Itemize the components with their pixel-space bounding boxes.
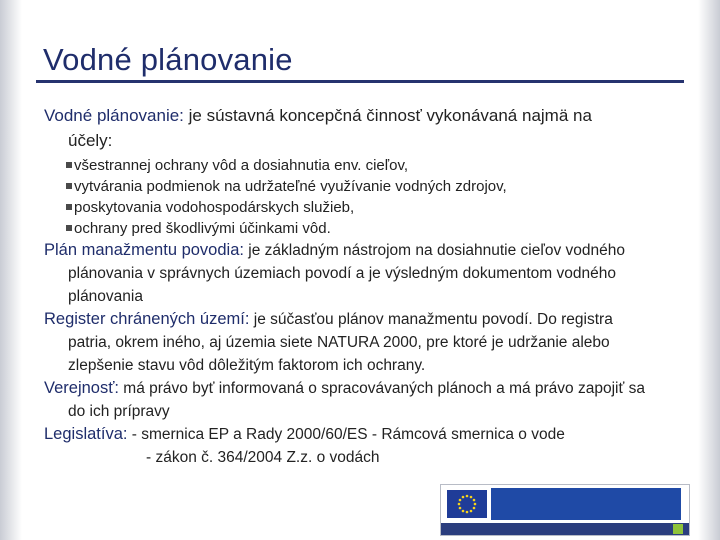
register-line: patria, okrem iného, aj územia siete NATURA 2000, pre ktoré je udržanie alebo	[68, 334, 610, 351]
partner-logo-icon	[673, 524, 683, 534]
plan-paragraph	[44, 239, 684, 262]
list-item: poskytovania vodohospodárskych služieb,	[44, 197, 684, 218]
list-item: vytvárania podmienok na udržateľné využívanie vodných zdrojov,	[44, 176, 684, 197]
intro-term: Vodné plánovanie:	[44, 106, 184, 125]
title-divider	[36, 80, 684, 83]
public-line: do ich prípravy	[68, 403, 170, 420]
plan-line: plánovania v správnych územiach povodí a je výsledným dokumentom vodného	[68, 265, 616, 282]
intro-continuation: účely:	[68, 131, 113, 150]
legislation-line-2: - zákon č. 364/2004 Z.z. o vodách	[146, 449, 380, 466]
legislation-paragraph	[44, 423, 684, 446]
project-strip	[441, 523, 689, 535]
list-item: všestrannej ochrany vôd a dosiahnutia env. cieľov,	[44, 155, 684, 176]
register-text: je súčasťou plánov manažmentu povodí. Do registra	[249, 311, 613, 328]
intro-paragraph	[44, 103, 684, 128]
plan-term: Plán manažmentu povodia:	[44, 241, 244, 259]
register-paragraph	[44, 308, 684, 331]
register-line: zlepšenie stavu vôd dôležitým faktorom ich ochrany.	[68, 357, 426, 374]
intro-text: je sústavná koncepčná činnosť vykonávaná najmä na	[183, 106, 592, 125]
bullet-square-icon	[66, 204, 72, 210]
slide-content	[44, 103, 684, 469]
bullet-square-icon	[66, 225, 72, 231]
plan-line: plánovania	[68, 288, 143, 305]
eu-stars-icon	[447, 490, 487, 518]
register-term: Register chránených území:	[44, 310, 250, 328]
bullet-square-icon	[66, 183, 72, 189]
intro-bullet-list	[44, 155, 684, 239]
eu-funding-banner	[440, 484, 690, 536]
legislation-term: Legislatíva:	[44, 425, 128, 443]
list-item: ochrany pred škodlivými účinkami vôd.	[44, 218, 684, 239]
plan-text: je základným nástrojom na dosiahnutie cieľov vodného	[243, 242, 626, 259]
eu-flag-icon	[447, 490, 487, 518]
public-term: Verejnosť:	[44, 379, 119, 397]
public-paragraph	[44, 377, 684, 400]
campaign-text-band	[491, 488, 681, 520]
slide-title: Vodné plánovanie	[43, 42, 293, 77]
bullet-square-icon	[66, 162, 72, 168]
legislation-line-1: - smernica EP a Rady 2000/60/ES - Rámcová smernica o vode	[127, 426, 565, 443]
public-text: má právo byť informovaná o spracovávaných plánoch a má právo zapojiť sa	[118, 380, 645, 397]
